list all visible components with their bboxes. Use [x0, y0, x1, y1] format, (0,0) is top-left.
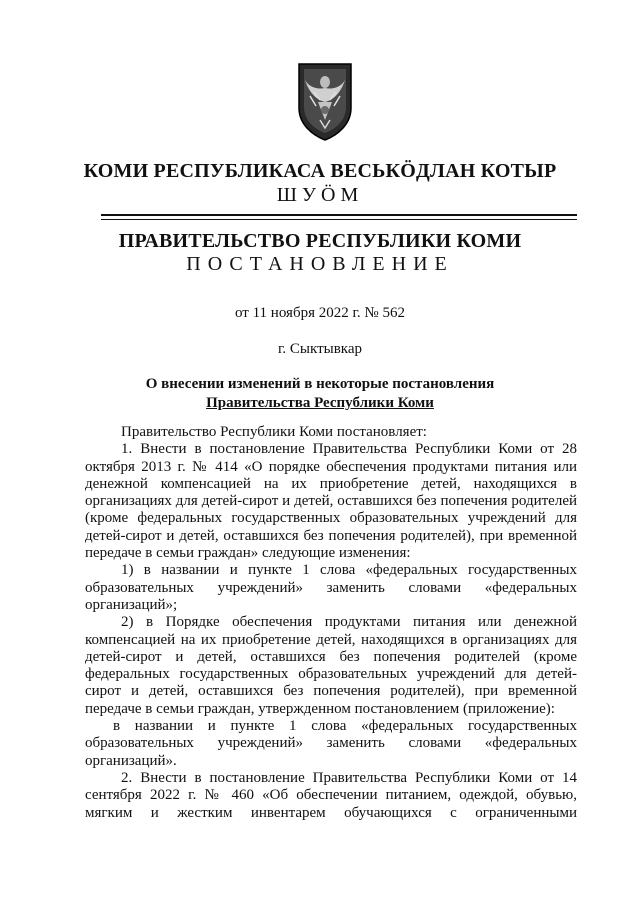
body-line: организаций»; — [85, 596, 178, 613]
government-name: ПРАВИТЕЛЬСТВО РЕСПУБЛИКИ КОМИ — [118, 230, 522, 252]
decree-body — [85, 424, 577, 822]
komi-coat-of-arms-icon — [296, 62, 354, 142]
body-line: Правительство Республики Коми постановляет: — [121, 424, 427, 440]
body-line: образовательных учреждений» заменить словами «федеральных — [85, 735, 577, 752]
body-line: передаче в семьи граждан, утвержденном постановлением (приложение): — [85, 700, 555, 717]
body-line: федеральных государственных образовательных учреждений для детей- — [85, 666, 577, 683]
body-line: образовательных учреждений» заменить словами «федеральных — [85, 579, 577, 596]
header-divider — [101, 214, 577, 216]
body-line: мягким и жестким инвентарем обучающихся с ограниченными — [85, 804, 577, 821]
body-line: денежной компенсацией на их приобретение детей, находящихся в — [85, 475, 577, 492]
body-line: 2. Внести в постановление Правительства Республики Коми от 14 — [121, 769, 577, 786]
body-line: детей-сирот и детей, оставшихся без попечения родителей), при временной — [85, 527, 577, 544]
body-line: сирот и детей, оставшихся без попечения родителей), при временной — [85, 683, 577, 700]
body-line: компенсацией на их приобретение детей, находящихся в организациях для — [85, 631, 577, 648]
decree-city: г. Сыктывкар — [277, 341, 363, 357]
decree-label: ПОСТАНОВЛЕНИЕ — [186, 253, 454, 275]
body-line: организациях для детей-сирот и детей, оставшихся без попечения родителей — [85, 493, 577, 510]
body-line: организаций». — [85, 752, 177, 769]
body-line: детей-сирот и детей, оставшихся без попечения родителей (кроме — [85, 648, 577, 665]
body-line: октября 2013 г. № 414 «О порядке обеспечения продуктами питания или — [85, 458, 577, 475]
body-line: 1. Внести в постановление Правительства Республики Коми от 28 — [121, 441, 577, 458]
body-line: 2) в Порядке обеспечения продуктами питания или денежной — [121, 614, 577, 631]
header-divider-thin — [101, 219, 577, 220]
body-line: 1) в названии и пункте 1 слова «федеральных государственных — [121, 562, 577, 579]
decree-title-line2: Правительства Республики Коми — [206, 395, 434, 411]
decree-date-number: от 11 ноября 2022 г. № 562 — [235, 305, 405, 321]
decree-title-line1: О внесении изменений в некоторые постановления — [145, 376, 495, 392]
komi-decree-label: ШУӦМ — [276, 184, 364, 206]
body-line: сентября 2022 г. № 460 «Об обеспечении питанием, одеждой, обувью, — [85, 787, 577, 804]
komi-government-name: КОМИ РЕСПУБЛИКАСА ВЕСЬКӦДЛАН КОТЫР — [83, 160, 557, 182]
body-line: (кроме федеральных государственных образовательных учреждений для — [85, 510, 577, 527]
body-line: в названии и пункте 1 слова «федеральных государственных — [113, 718, 577, 735]
body-line: передаче в семьи граждан» следующие изменения: — [85, 545, 411, 562]
